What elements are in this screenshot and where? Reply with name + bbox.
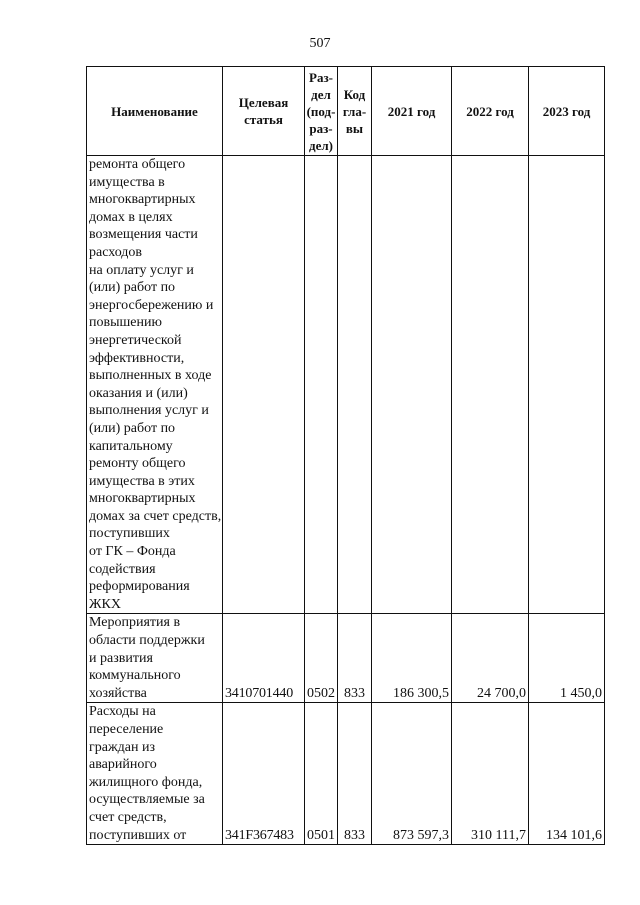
table-body [87, 156, 605, 845]
row-name-line: хозяйства [89, 685, 147, 701]
row-name-line: многоквартирных [89, 192, 196, 208]
row-value-2022 [452, 156, 529, 614]
row-value-2021 [372, 156, 452, 614]
row-name-line: расходов [89, 244, 143, 260]
row-name-line: капитальному [89, 438, 173, 454]
row-value-2022: 24 700,0 [452, 614, 529, 703]
header-section-line: дел [311, 86, 331, 102]
row-name-line: ЖКХ [89, 596, 121, 612]
row-name-line: реформирования [89, 579, 190, 595]
row-name-line: эффективности, [89, 350, 185, 366]
row-target-article [223, 156, 305, 614]
row-name-line: энергетической [89, 332, 182, 348]
header-section-line: Раз- [309, 69, 333, 85]
table-row [87, 614, 605, 703]
row-name-line: осуществляемые за [89, 792, 205, 808]
row-value-2022: 310 111,7 [452, 703, 529, 845]
row-value-2023 [529, 156, 605, 614]
row-value-2021: 873 597,3 [372, 703, 452, 845]
header-chapter-line: вы [345, 120, 364, 136]
row-name-line: Расходы на [89, 704, 156, 720]
row-name-line: выполненных в ходе [89, 368, 212, 384]
row-name-line: ремонту общего [89, 456, 186, 472]
row-name-line: оказания и (или) [89, 385, 188, 401]
row-name-line: на оплату услуг и [89, 262, 194, 278]
row-name-line: коммунального [89, 668, 181, 684]
header-section-line: дел) [309, 137, 333, 153]
table-row [87, 703, 605, 845]
row-name-line: области поддержки [89, 633, 205, 649]
row-name-line: Мероприятия в [89, 615, 181, 631]
row-chapter-code [338, 156, 372, 614]
row-target-article: 3410701440 [223, 614, 305, 703]
header-2023: 2023 год [529, 67, 605, 156]
row-target-article: 341F367483 [223, 703, 305, 845]
table-row [87, 156, 605, 614]
row-name-line: содействия [89, 561, 156, 577]
budget-table [86, 66, 605, 845]
row-value-2023: 134 101,6 [529, 703, 605, 845]
header-2022: 2022 год [452, 67, 529, 156]
row-name-line: поступивших [89, 526, 170, 542]
row-name-line: многоквартирных [89, 491, 196, 507]
header-chapter-code [338, 67, 372, 156]
page-number: 507 [309, 36, 331, 51]
header-2021: 2021 год [372, 67, 452, 156]
row-name-line: аварийного [89, 757, 157, 773]
row-name-line: счет средств, [89, 809, 167, 825]
row-name-line: выполнения услуг и [89, 403, 209, 419]
row-name-line: жилищного фонда, [89, 774, 203, 790]
row-name-line: домах в целях [89, 209, 173, 225]
row-name-line: имущества в этих [89, 473, 195, 489]
row-name-line: имущества в [89, 174, 165, 190]
row-name-line: и развития [89, 650, 153, 666]
row-name-line: ремонта общего [89, 157, 186, 172]
row-name-line: возмещения части [89, 227, 198, 243]
row-name-line: (или) работ по [89, 280, 176, 296]
header-section [305, 67, 338, 156]
row-name [87, 156, 223, 614]
row-name-line: домах за счет средств, [89, 508, 222, 524]
row-name-line: граждан из [89, 739, 155, 755]
row-name-line: от ГК – Фонда [89, 544, 176, 560]
header-target-line: Целевая [238, 95, 289, 110]
header-section-line: (под- [306, 103, 336, 119]
header-chapter-line: гла- [342, 103, 367, 119]
row-name-line: (или) работ по [89, 420, 176, 436]
header-row [87, 67, 605, 156]
header-section-line: раз- [309, 120, 333, 136]
row-name [87, 703, 223, 845]
row-name [87, 614, 223, 703]
row-name-line: поступивших от [89, 827, 187, 843]
row-section [305, 156, 338, 614]
header-target-article [223, 67, 305, 156]
header-name: Наименование [87, 67, 223, 156]
header-chapter-line: Код [343, 86, 366, 102]
row-chapter-code: 833 [338, 614, 372, 703]
row-section: 0502 [305, 614, 338, 703]
header-target-line: статья [244, 112, 283, 127]
row-name-line: повышению [89, 315, 162, 331]
row-value-2021: 186 300,5 [372, 614, 452, 703]
row-value-2023: 1 450,0 [529, 614, 605, 703]
row-section: 0501 [305, 703, 338, 845]
row-name-line: энергосбережению и [89, 297, 214, 313]
row-chapter-code: 833 [338, 703, 372, 845]
row-name-line: переселение [89, 722, 164, 737]
